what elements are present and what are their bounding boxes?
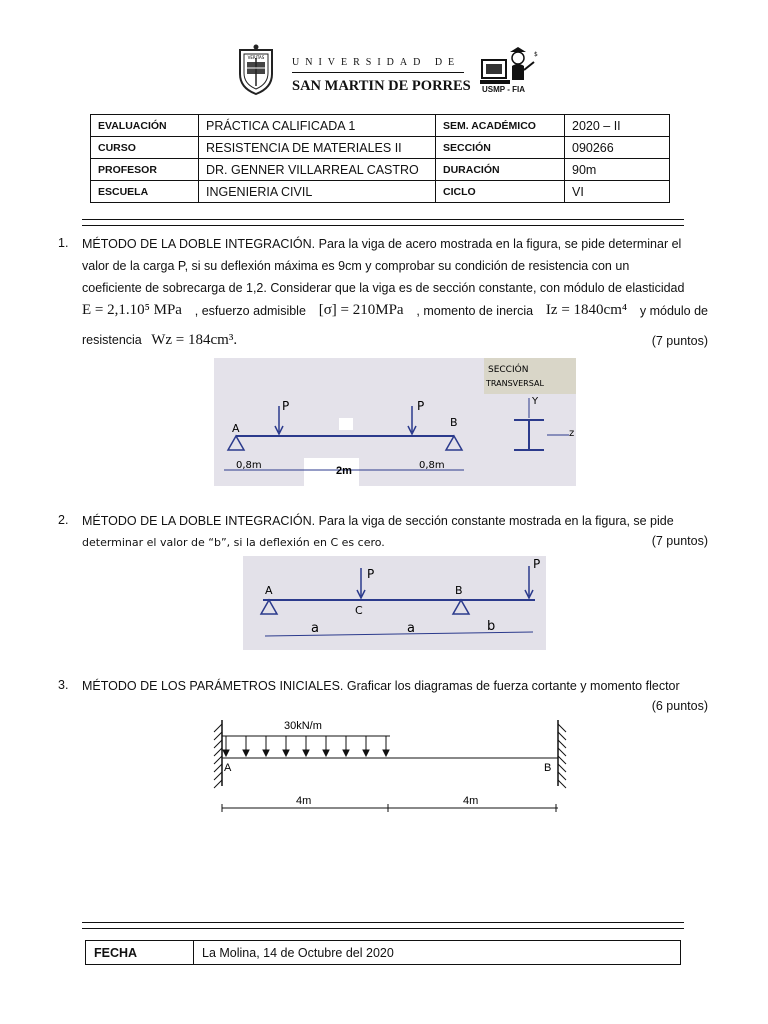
text-inertia: , momento de inercia (416, 303, 534, 318)
figure-2-dimension-label: a (311, 621, 319, 636)
svg-text:VERITAS: VERITAS (247, 55, 265, 60)
question-2-text (82, 510, 708, 554)
question-number: 3. (58, 678, 69, 692)
date-label: FECHA (86, 941, 194, 965)
university-seal-icon (236, 44, 276, 96)
info-label: SECCIÓN (436, 137, 565, 159)
question-2-beam-figure (243, 556, 546, 650)
question-1-params (82, 302, 708, 319)
figure-1-load-label: P (417, 399, 425, 413)
table-row (86, 941, 681, 965)
table-row (91, 159, 670, 181)
question-number: 1. (58, 236, 69, 250)
figure-2-support-label: A (265, 584, 273, 597)
info-value: PRÁCTICA CALIFICADA 1 (199, 115, 436, 137)
figure-2-load-label: P (367, 567, 375, 581)
section-title-label: TRANSVERSAL (486, 379, 544, 388)
formula-elasticity: E = 2,1.10⁵ MPa (82, 302, 182, 318)
question-3-text (82, 675, 708, 697)
info-label: DURACIÓN (436, 159, 565, 181)
question-line: MÉTODO DE LA DOBLE INTEGRACIÓN. Para la viga de sección constante mostrada en la figura, se pide (82, 514, 674, 528)
figure-1-dimension-label: 0,8m (419, 460, 445, 471)
text-modulus: y módulo de (639, 303, 708, 318)
question-number: 2. (58, 513, 69, 527)
university-small-title: UNIVERSIDAD DE (292, 57, 461, 68)
date-table (85, 940, 681, 965)
question-line: valor de la carga P, si su deflexión máxima es 9cm y comprobar su condición de resistencia con un (82, 259, 630, 273)
info-value: VI (565, 181, 670, 203)
question-1-text (82, 233, 708, 299)
formula-allowable-stress: [σ] = 210MPa (318, 302, 404, 318)
info-label: ESCUELA (91, 181, 199, 203)
info-label: EVALUACIÓN (91, 115, 199, 137)
university-name: SAN MARTIN DE PORRES (292, 78, 471, 94)
figure-3-dimension-label: 4m (463, 795, 479, 807)
info-label: CURSO (91, 137, 199, 159)
table-row (91, 115, 670, 137)
info-value: INGENIERIA CIVIL (199, 181, 436, 203)
formula-section-modulus: Wz = 184cm³. (151, 332, 238, 348)
question-3-fixed-beam-figure (208, 712, 576, 816)
question-1-last-line (82, 332, 237, 349)
figure-3-point-label: A (224, 762, 232, 774)
figure-2-dimension-label: a (407, 621, 415, 636)
section-axis-label: Y (532, 396, 539, 407)
figure-2-support-label: B (455, 584, 463, 597)
fia-label: USMP - FIA (482, 85, 525, 94)
info-value: DR. GENNER VILLARREAL CASTRO (199, 159, 436, 181)
info-value: 2020 – II (565, 115, 670, 137)
question-line: MÉTODO DE LOS PARÁMETROS INICIALES. Graficar los diagramas de fuerza cortante y momento flector (82, 679, 680, 693)
section-axis-label: z (569, 428, 575, 439)
question-line: coeficiente de sobrecarga de 1,2. Considerar que la viga es de sección constante, con módulo de elasticidad (82, 281, 685, 295)
question-1-beam-figure (214, 358, 576, 486)
double-rule-bottom (82, 922, 684, 929)
figure-1-support-label: B (450, 416, 458, 429)
figure-3-load-label: 30kN/m (284, 720, 322, 732)
header-divider (292, 72, 464, 73)
info-value: 90m (565, 159, 670, 181)
figure-1-dimension-label: 0,8m (236, 460, 262, 471)
info-value: RESISTENCIA DE MATERIALES II (199, 137, 436, 159)
question-line: MÉTODO DE LA DOBLE INTEGRACIÓN. Para la viga de acero mostrada en la figura, se pide determinar el (82, 237, 682, 251)
table-row (91, 181, 670, 203)
svg-text:$: $ (534, 51, 538, 58)
info-label: PROFESOR (91, 159, 199, 181)
question-2-points: (7 puntos) (651, 534, 708, 548)
date-value: La Molina, 14 de Octubre del 2020 (194, 941, 681, 965)
info-label: CICLO (436, 181, 565, 203)
figure-1-dimension-label: 2m (336, 465, 352, 477)
text-stress: , esfuerzo admisible (194, 303, 306, 318)
question-1-points: (7 puntos) (651, 334, 708, 348)
figure-3-dimension-label: 4m (296, 795, 312, 807)
evaluation-info-table (90, 114, 670, 203)
table-row (91, 137, 670, 159)
double-rule-top (82, 219, 684, 226)
figure-2-dimension-label: b (487, 619, 496, 634)
figure-1-load-label: P (282, 399, 290, 413)
figure-2-load-label: P (533, 557, 541, 571)
figure-2-point-label: C (355, 604, 363, 617)
section-title-label: SECCIÓN (488, 365, 529, 375)
info-value: 090266 (565, 137, 670, 159)
question-line: determinar el valor de “b”, si la deflexión en C es cero. (82, 536, 385, 549)
text-resistance: resistencia (82, 333, 142, 347)
figure-3-point-label: B (544, 762, 552, 774)
info-label: SEM. ACADÉMICO (436, 115, 565, 137)
question-3-points: (6 puntos) (651, 699, 708, 713)
figure-1-support-label: A (232, 422, 240, 435)
formula-inertia: Iz = 1840cm⁴ (545, 302, 628, 318)
